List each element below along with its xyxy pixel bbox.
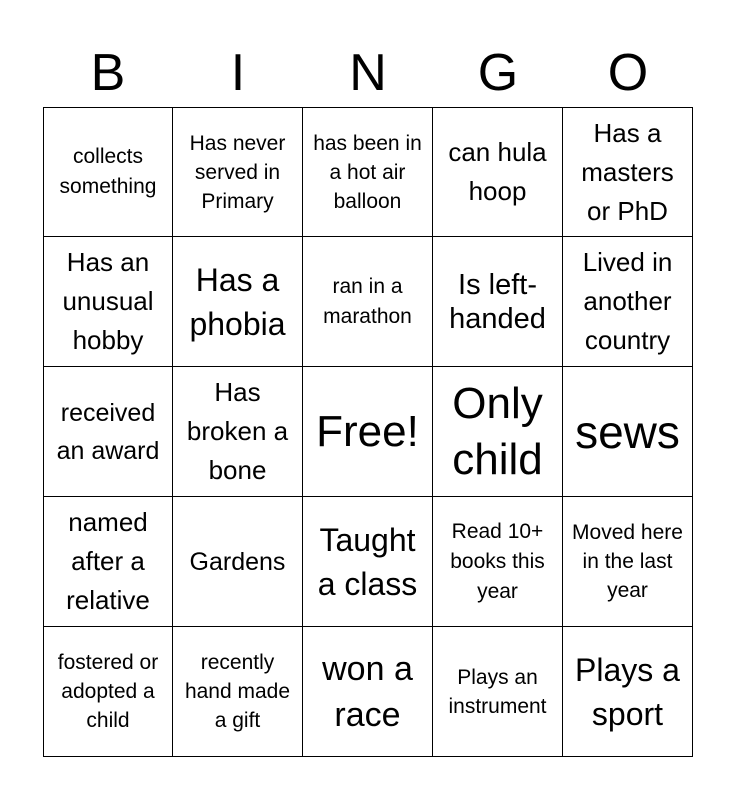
bingo-cell[interactable] <box>173 107 303 237</box>
cell-text: Only child <box>452 378 543 484</box>
bingo-cell[interactable] <box>433 627 563 757</box>
bingo-cell[interactable] <box>563 107 693 237</box>
bingo-cell[interactable] <box>433 367 563 497</box>
bingo-cell[interactable] <box>43 107 173 237</box>
bingo-cell[interactable] <box>43 237 173 367</box>
cell-text: Has a phobia <box>189 261 286 342</box>
bingo-cell[interactable] <box>43 627 173 757</box>
bingo-cell[interactable] <box>43 367 173 497</box>
cell-text: Has broken a bone <box>186 377 289 485</box>
cell-text: can hula hoop <box>448 137 547 206</box>
bingo-cell[interactable] <box>303 497 433 627</box>
bingo-cell[interactable] <box>433 497 563 627</box>
cell-text: Has never served in Primary <box>189 131 286 213</box>
bingo-cell[interactable] <box>303 107 433 237</box>
header-letter-n: N <box>349 44 387 102</box>
cell-text: collects something <box>59 145 157 198</box>
bingo-cell[interactable] <box>173 367 303 497</box>
header-letter-g: G <box>477 44 519 102</box>
cell-text: named after a relative <box>66 507 150 615</box>
bingo-cell[interactable] <box>433 237 563 367</box>
cell-text: sews <box>575 405 680 458</box>
bingo-cell[interactable] <box>43 497 173 627</box>
bingo-cell[interactable] <box>173 237 303 367</box>
cell-text: recently hand made a gift <box>184 651 291 732</box>
free-space-cell[interactable] <box>303 367 433 497</box>
bingo-cell[interactable] <box>563 237 693 367</box>
cell-text: received an award <box>56 398 160 465</box>
bingo-board <box>43 107 693 757</box>
cell-text: Has a masters or PhD <box>581 117 674 226</box>
cell-text: won a race <box>322 649 413 734</box>
bingo-cell[interactable] <box>563 367 693 497</box>
cell-text: Lived in another country <box>582 247 673 355</box>
cell-text: Gardens <box>189 547 286 576</box>
bingo-cell[interactable] <box>563 497 693 627</box>
cell-text: fostered or adopted a child <box>57 651 159 732</box>
header-letter-b: B <box>90 44 126 102</box>
bingo-cell[interactable] <box>563 627 693 757</box>
bingo-cell[interactable] <box>303 627 433 757</box>
bingo-cell[interactable] <box>173 497 303 627</box>
free-space-text: Free! <box>316 406 419 456</box>
bingo-cell[interactable] <box>433 107 563 237</box>
cell-text: Plays an instrument <box>448 665 547 718</box>
header-letter-i: I <box>230 44 246 102</box>
cell-text: Moved here in the last year <box>572 521 683 602</box>
header-letter-o: O <box>607 44 649 102</box>
cell-text: Read 10+ books this year <box>450 519 545 603</box>
cell-text: Plays a sport <box>575 651 680 732</box>
bingo-cell[interactable] <box>173 627 303 757</box>
bingo-cell[interactable] <box>303 237 433 367</box>
cell-text: Has an unusual hobby <box>62 247 154 355</box>
cell-text: Taught a class <box>317 521 418 602</box>
bingo-header <box>43 40 693 106</box>
cell-text: has been in a hot air balloon <box>313 131 422 213</box>
cell-text: Is left-handed <box>449 268 546 335</box>
cell-text: ran in a marathon <box>323 274 412 328</box>
